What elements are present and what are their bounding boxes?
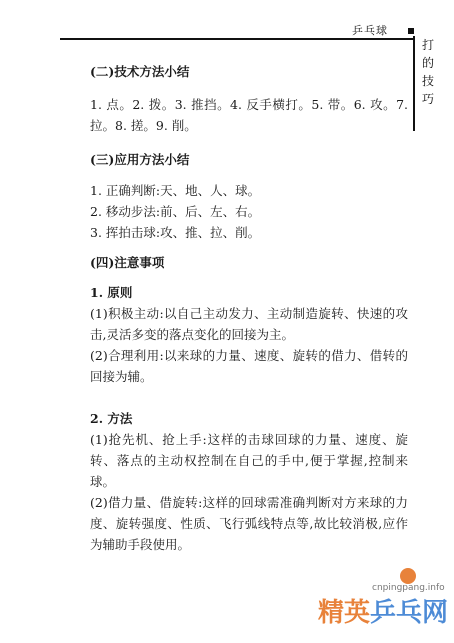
watermark-logo (318, 592, 448, 629)
side-char: 打 (421, 38, 434, 52)
sub-heading: 2. 方法 (90, 411, 133, 426)
side-rule (413, 36, 415, 131)
header-rule (60, 38, 415, 40)
paragraph: 2. 移动步法:前、后、左、右。 (90, 204, 261, 219)
side-char: 技 (421, 74, 434, 88)
watermark-logo-part: 精英 (318, 598, 371, 628)
ball-icon (400, 568, 416, 584)
paragraph: (1)积极主动:以自己主动发力、主动制造旋转、快速的攻击,灵活多变的落点变化的回接为主。 (90, 306, 408, 342)
paragraph: (2)合理利用:以来球的力量、速度、旋转的借力、借转的回接为辅。 (90, 348, 408, 384)
side-char: 的 (421, 56, 434, 70)
watermark-url: cnpingpang.info (372, 583, 445, 593)
watermark-logo-part: 乒乓网 (370, 598, 449, 628)
section-heading: (四)注意事项 (90, 255, 165, 270)
side-marker (408, 28, 414, 34)
side-title (418, 36, 438, 108)
paragraph: 1. 正确判断:天、地、人、球。 (90, 183, 261, 198)
paragraph: 3. 挥拍击球:攻、推、拉、削。 (90, 225, 261, 240)
section-heading: (二)技术方法小结 (90, 64, 190, 79)
paragraph: (2)借力量、借旋转:这样的回球需准确判断对方来球的力度、旋转强度、性质、飞行弧线特点等,故比较消极,应作为辅助手段使用。 (90, 495, 408, 552)
page-content (90, 62, 408, 555)
header-title: 乒乓球 (352, 24, 388, 37)
side-char: 巧 (421, 92, 434, 106)
section-heading: (三)应用方法小结 (90, 152, 190, 167)
paragraph: (1)抢先机、抢上手:这样的击球回球的力量、速度、旋转、落点的主动权控制在自己的手中,便于掌握,控制来球。 (90, 432, 408, 489)
sub-heading: 1. 原则 (90, 285, 133, 300)
paragraph: 1. 点。2. 拨。3. 推挡。4. 反手横打。5. 带。6. 攻。7. 拉。8. 搓。9. 削。 (90, 97, 408, 133)
